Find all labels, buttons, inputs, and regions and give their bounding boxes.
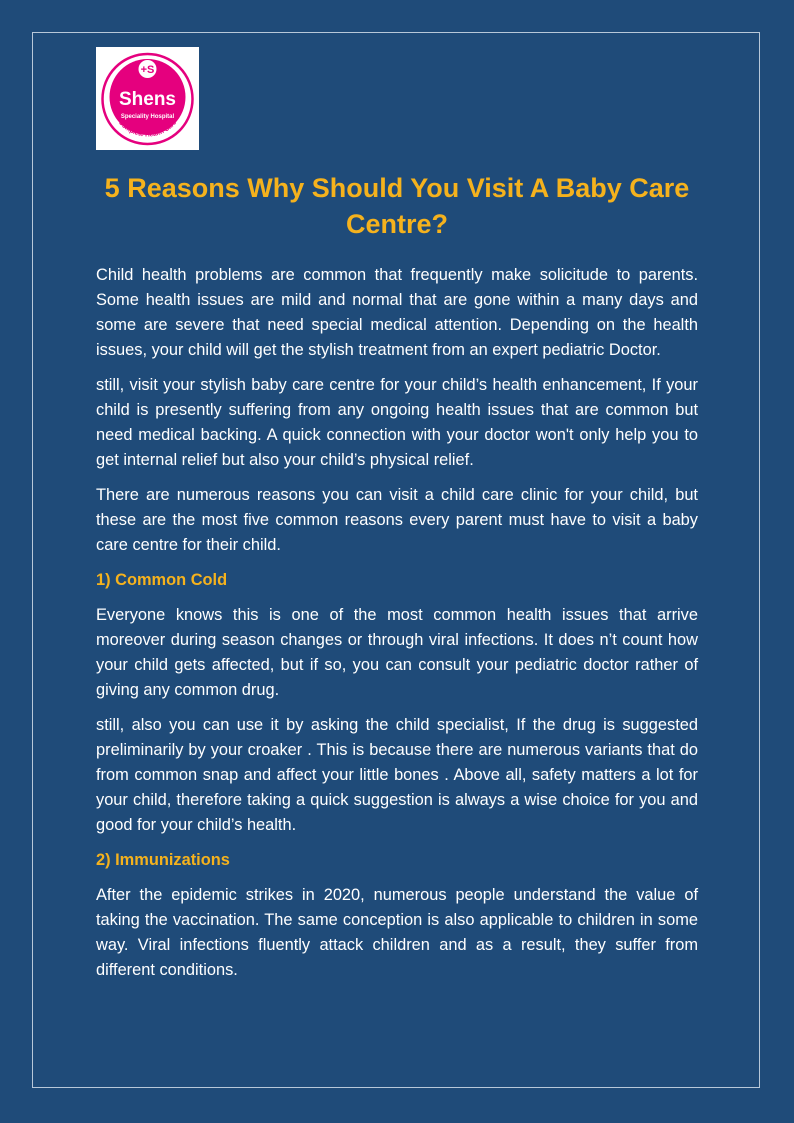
logo-brand-name: Shens	[118, 89, 177, 110]
page-title: 5 Reasons Why Should You Visit A Baby Care Centre?	[104, 173, 690, 239]
logo-symbol: +S	[140, 64, 155, 76]
hospital-logo	[96, 47, 199, 150]
intro-paragraph-1: Child health problems are common that frequently make solicitude to parents. Some health issues are mild and normal that are gone within a many days and some are severe that need special medical attention. Depending on the health issues, your child will get the stylish treatment from an expert pediatric Doctor.	[96, 266, 698, 359]
common-cold-paragraph-1: Everyone knows this is one of the most common health issues that arrive moreover during season changes or through viral infections. It does n’t count how your child gets affected, but if so, you can consult your pediatric doctor rather of giving any common drug.	[96, 606, 698, 699]
section-heading-immunizations: 2) Immunizations	[96, 851, 230, 869]
logo-tagline-1: Speciality Hospital	[120, 114, 175, 120]
logo-tagline-2: Complete Health Care	[116, 119, 179, 139]
immunizations-paragraph-1: After the epidemic strikes in 2020, numerous people understand the value of taking the vaccination. The same conception is also applicable to children in some way. Viral infections fluently attack children and as a result, they suffer from different conditions.	[96, 886, 698, 979]
section-heading-common-cold: 1) Common Cold	[96, 571, 228, 589]
intro-paragraph-3: There are numerous reasons you can visit a child care clinic for your child, but these are the most five common reasons every parent must have to visit a baby care centre for their child.	[96, 486, 698, 554]
logo-graphic	[96, 47, 199, 150]
intro-paragraph-2: still, visit your stylish baby care centre for your child’s health enhancement, If your child is presently suffering from any ongoing health issues that are common but need medical backing. A quick connection with your doctor won't only help you to get internal relief but also your child’s physical relief.	[96, 376, 698, 469]
common-cold-paragraph-2: still, also you can use it by asking the child specialist, If the drug is suggested preliminarily by your croaker . This is because there are numerous variants that do from common snap and affect your little bones . Above all, safety matters a lot for your child, therefore taking a quick suggestion is always a wise choice for you and good for your child’s health.	[96, 716, 698, 834]
article-body	[96, 263, 698, 993]
